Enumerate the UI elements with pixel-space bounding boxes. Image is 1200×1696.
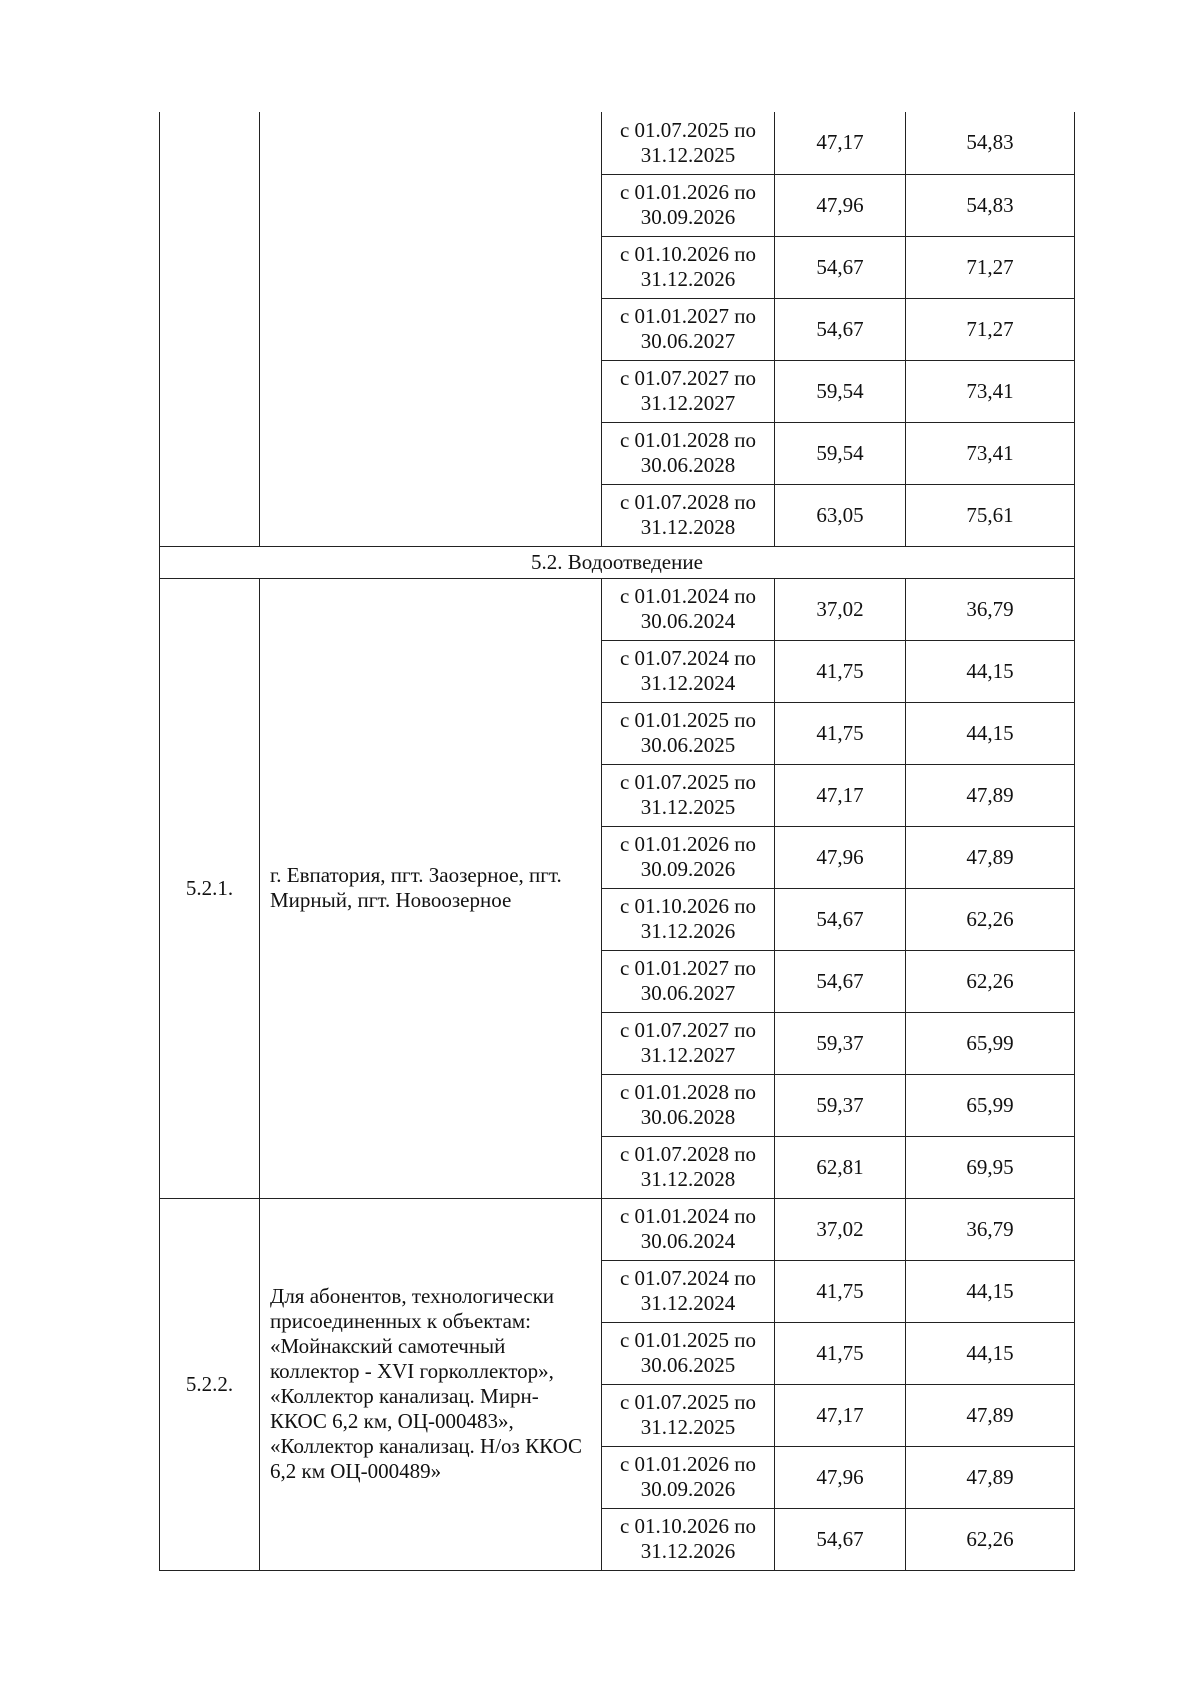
tariff-value-2: 69,95	[906, 1136, 1075, 1198]
section-title: 5.2. Водоотведение	[160, 546, 1075, 578]
period-to: 31.12.2028	[640, 515, 736, 539]
period-cell	[602, 888, 775, 950]
period-from: с 01.07.2027 по	[619, 366, 757, 390]
period-to: 30.06.2027	[640, 981, 736, 1005]
period-from: с 01.07.2024 по	[619, 1266, 757, 1290]
period-from: с 01.01.2028 по	[619, 1080, 757, 1104]
tariff-value-2: 47,89	[906, 1446, 1075, 1508]
tariff-value-2: 71,27	[906, 298, 1075, 360]
period-cell	[602, 1198, 775, 1260]
tariff-value-1: 59,37	[775, 1012, 906, 1074]
tariff-table	[159, 112, 1075, 1571]
period-to: 31.12.2026	[640, 1539, 736, 1563]
period-to: 30.09.2026	[640, 1477, 736, 1501]
period-to: 31.12.2025	[640, 1415, 736, 1439]
period-to: 31.12.2025	[640, 795, 736, 819]
tariff-value-1: 47,96	[775, 1446, 906, 1508]
tariff-value-1: 54,67	[775, 236, 906, 298]
period-cell	[602, 578, 775, 640]
period-to: 31.12.2024	[640, 1291, 736, 1315]
tariff-value-2: 62,26	[906, 888, 1075, 950]
period-from: с 01.10.2026 по	[619, 1514, 757, 1538]
tariff-value-1: 41,75	[775, 1260, 906, 1322]
tariff-value-2: 65,99	[906, 1074, 1075, 1136]
tariff-value-2: 73,41	[906, 422, 1075, 484]
period-to: 30.06.2028	[640, 1105, 736, 1129]
tariff-table-body	[160, 112, 1075, 1570]
tariff-value-2: 54,83	[906, 112, 1075, 174]
period-cell	[602, 1136, 775, 1198]
period-to: 30.06.2024	[640, 1229, 736, 1253]
tariff-value-2: 44,15	[906, 640, 1075, 702]
period-cell	[602, 702, 775, 764]
tariff-value-1: 54,67	[775, 950, 906, 1012]
tariff-value-1: 54,67	[775, 1508, 906, 1570]
period-to: 30.09.2026	[640, 857, 736, 881]
tariff-value-1: 47,17	[775, 112, 906, 174]
tariff-value-2: 44,15	[906, 1322, 1075, 1384]
tariff-value-1: 47,96	[775, 174, 906, 236]
period-from: с 01.01.2026 по	[619, 180, 757, 204]
tariff-value-2: 47,89	[906, 1384, 1075, 1446]
item-code: 5.2.2.	[160, 1198, 260, 1570]
name-cell-empty	[260, 112, 602, 546]
tariff-value-2: 75,61	[906, 484, 1075, 546]
period-from: с 01.01.2024 по	[619, 1204, 757, 1228]
period-from: с 01.07.2027 по	[619, 1018, 757, 1042]
period-from: с 01.01.2027 по	[619, 304, 757, 328]
period-from: с 01.07.2024 по	[619, 646, 757, 670]
table-row	[160, 578, 1075, 640]
tariff-value-2: 54,83	[906, 174, 1075, 236]
period-to: 31.12.2027	[640, 391, 736, 415]
tariff-value-1: 54,67	[775, 298, 906, 360]
period-cell	[602, 1074, 775, 1136]
period-from: с 01.07.2025 по	[619, 117, 757, 142]
period-cell	[602, 764, 775, 826]
tariff-value-1: 41,75	[775, 702, 906, 764]
period-cell	[602, 1508, 775, 1570]
item-name: г. Евпатория, пгт. Заозерное, пгт. Мирный, пгт. Новоозерное	[260, 578, 602, 1198]
period-cell	[602, 1260, 775, 1322]
tariff-value-2: 73,41	[906, 360, 1075, 422]
tariff-value-1: 47,96	[775, 826, 906, 888]
period-from: с 01.01.2027 по	[619, 956, 757, 980]
item-code: 5.2.1.	[160, 578, 260, 1198]
tariff-value-2: 47,89	[906, 826, 1075, 888]
period-cell	[602, 422, 775, 484]
period-to: 31.12.2028	[640, 1167, 736, 1191]
period-from: с 01.01.2024 по	[619, 584, 757, 608]
period-cell	[602, 236, 775, 298]
period-to: 30.06.2025	[640, 1353, 736, 1377]
period-cell	[602, 826, 775, 888]
tariff-value-2: 36,79	[906, 578, 1075, 640]
tariff-value-1: 54,67	[775, 888, 906, 950]
tariff-value-1: 59,54	[775, 422, 906, 484]
period-cell	[602, 1012, 775, 1074]
period-from: с 01.01.2026 по	[619, 832, 757, 856]
tariff-value-2: 62,26	[906, 950, 1075, 1012]
period-from: с 01.01.2025 по	[619, 708, 757, 732]
period-to: 31.12.2024	[640, 671, 736, 695]
code-cell-empty	[160, 112, 260, 546]
tariff-value-1: 41,75	[775, 1322, 906, 1384]
tariff-value-2: 71,27	[906, 236, 1075, 298]
period-to: 31.12.2027	[640, 1043, 736, 1067]
period-from: с 01.01.2028 по	[619, 428, 757, 452]
period-to: 30.06.2028	[640, 453, 736, 477]
tariff-value-2: 47,89	[906, 764, 1075, 826]
period-from: с 01.07.2025 по	[619, 1390, 757, 1414]
tariff-value-1: 63,05	[775, 484, 906, 546]
tariff-value-1: 47,17	[775, 1384, 906, 1446]
period-to: 30.09.2026	[640, 205, 736, 229]
period-to: 31.12.2026	[640, 267, 736, 291]
tariff-value-2: 65,99	[906, 1012, 1075, 1074]
tariff-value-1: 59,54	[775, 360, 906, 422]
period-cell	[602, 1384, 775, 1446]
period-to: 30.06.2027	[640, 329, 736, 353]
period-from: с 01.07.2028 по	[619, 490, 757, 514]
period-to: 31.12.2025	[640, 142, 736, 167]
period-to: 30.06.2024	[640, 609, 736, 633]
period-from: с 01.01.2025 по	[619, 1328, 757, 1352]
period-to: 31.12.2026	[640, 919, 736, 943]
tariff-value-1: 37,02	[775, 578, 906, 640]
period-from: с 01.10.2026 по	[619, 894, 757, 918]
tariff-value-2: 36,79	[906, 1198, 1075, 1260]
period-to: 30.06.2025	[640, 733, 736, 757]
period-cell	[602, 1322, 775, 1384]
section-header-row	[160, 546, 1075, 578]
period-cell	[602, 640, 775, 702]
tariff-value-1: 59,37	[775, 1074, 906, 1136]
tariff-value-2: 44,15	[906, 1260, 1075, 1322]
tariff-value-2: 44,15	[906, 702, 1075, 764]
period-cell	[602, 484, 775, 546]
tariff-value-1: 41,75	[775, 640, 906, 702]
period-from: с 01.01.2026 по	[619, 1452, 757, 1476]
period-cell	[602, 174, 775, 236]
table-row	[160, 112, 1075, 174]
tariff-value-1: 37,02	[775, 1198, 906, 1260]
table-row	[160, 1198, 1075, 1260]
tariff-value-1: 47,17	[775, 764, 906, 826]
period-cell	[602, 360, 775, 422]
period-cell	[602, 1446, 775, 1508]
period-cell	[602, 950, 775, 1012]
tariff-value-1: 62,81	[775, 1136, 906, 1198]
period-cell	[602, 298, 775, 360]
tariff-value-2: 62,26	[906, 1508, 1075, 1570]
period-from: с 01.10.2026 по	[619, 242, 757, 266]
period-from: с 01.07.2025 по	[619, 770, 757, 794]
period-from: с 01.07.2028 по	[619, 1142, 757, 1166]
period-cell	[602, 112, 775, 174]
item-name: Для абонентов, технологически присоединенных к объектам: «Мойнакский самотечный коллектор - XVI горколлектор», «Коллектор канализац. Мирн-ККОС 6,2 км, ОЦ-000483», «Коллектор канализац. Н/оз ККОС 6,2 км ОЦ-000489»	[260, 1198, 602, 1570]
